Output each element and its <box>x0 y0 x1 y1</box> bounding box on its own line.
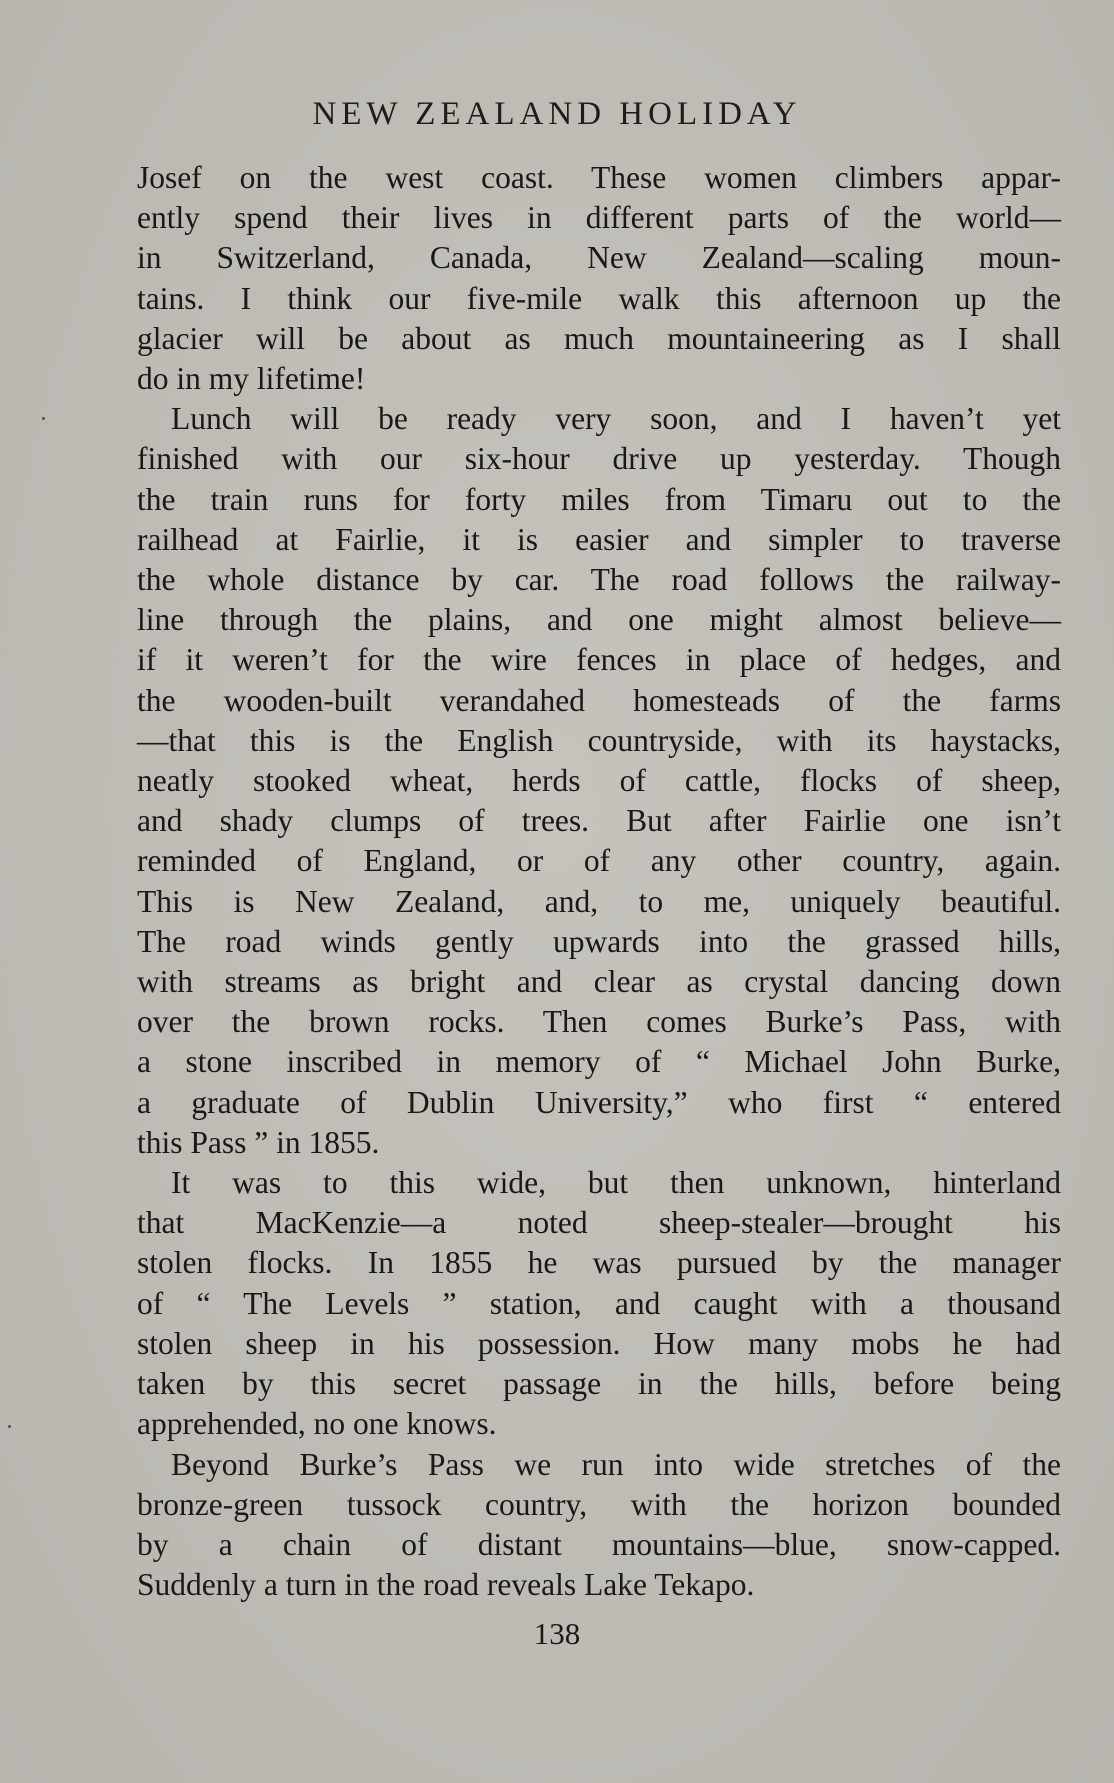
text-line: line through the plains, and one might almost believe— <box>137 602 1061 638</box>
paragraph <box>137 399 1061 1163</box>
text-line: —that this is the English countryside, with its haystacks, <box>137 722 1061 758</box>
paragraph <box>137 1445 1061 1606</box>
text-line: in Switzerland, Canada, New Zealand—scaling moun- <box>137 240 1061 276</box>
text-line: the train runs for forty miles from Timaru out to the <box>137 481 1061 517</box>
text-line: do in my lifetime! <box>137 361 366 397</box>
text-line: the wooden-built verandahed homesteads of the farms <box>137 682 1061 718</box>
text-line: Josef on the west coast. These women climbers appar- <box>137 160 1061 195</box>
paragraph <box>137 1163 1061 1444</box>
text-line: stolen sheep in his possession. How many mobs he had <box>137 1325 1061 1361</box>
text-line: by a chain of distant mountains—blue, snow-capped. <box>137 1526 1061 1562</box>
text-line: bronze-green tussock country, with the horizon bounded <box>137 1486 1061 1522</box>
text-line: stolen flocks. In 1855 he was pursued by the manager <box>137 1245 1061 1281</box>
margin-speck <box>8 1425 11 1428</box>
text-line: a stone inscribed in memory of “ Michael John Burke, <box>137 1044 1061 1080</box>
text-line: This is New Zealand, and, to me, uniquely beautiful. <box>137 883 1061 919</box>
text-line: of “ The Levels ” station, and caught with a thousand <box>137 1285 1061 1321</box>
text-line: tains. I think our five-mile walk this afternoon up the <box>137 280 1061 316</box>
text-line: The road winds gently upwards into the grassed hills, <box>137 923 1061 959</box>
running-head: NEW ZEALAND HOLIDAY <box>312 96 802 132</box>
text-line: Suddenly a turn in the road reveals Lake Tekapo. <box>137 1567 755 1603</box>
text-line: glacier will be about as much mountaineering as I shall <box>137 320 1061 356</box>
text-line: It was to this wide, but then unknown, hinterland <box>171 1165 1061 1201</box>
text-line: Beyond Burke’s Pass we run into wide stretches of the <box>171 1446 1061 1482</box>
text-line: neatly stooked wheat, herds of cattle, flocks of sheep, <box>137 763 1061 799</box>
text-line: ently spend their lives in different parts of the world— <box>137 200 1061 236</box>
text-line: apprehended, no one knows. <box>137 1406 497 1442</box>
text-line: over the brown rocks. Then comes Burke’s Pass, with <box>137 1004 1061 1040</box>
text-line: Lunch will be ready very soon, and I haven’t yet <box>171 401 1061 437</box>
text-line: and shady clumps of trees. But after Fairlie one isn’t <box>137 803 1061 839</box>
text-line: that MacKenzie—a noted sheep-stealer—brought his <box>137 1205 1061 1241</box>
text-line: a graduate of Dublin University,” who first “ entered <box>137 1084 1061 1120</box>
text-line: railhead at Fairlie, it is easier and simpler to traverse <box>137 521 1061 557</box>
page-number: 138 <box>533 1616 581 1651</box>
text-line: taken by this secret passage in the hills, before being <box>137 1366 1061 1402</box>
text-line: the whole distance by car. The road follows the railway- <box>137 562 1061 598</box>
margin-speck <box>42 417 45 420</box>
body-text <box>137 158 1061 1605</box>
text-line: with streams as bright and clear as crystal dancing down <box>137 964 1061 1000</box>
text-line: finished with our six-hour drive up yesterday. Though <box>137 441 1061 477</box>
paragraph <box>137 158 1061 399</box>
text-line: reminded of England, or of any other country, again. <box>137 843 1061 879</box>
text-line: if it weren’t for the wire fences in place of hedges, and <box>137 642 1061 678</box>
text-line: this Pass ” in 1855. <box>137 1124 380 1160</box>
